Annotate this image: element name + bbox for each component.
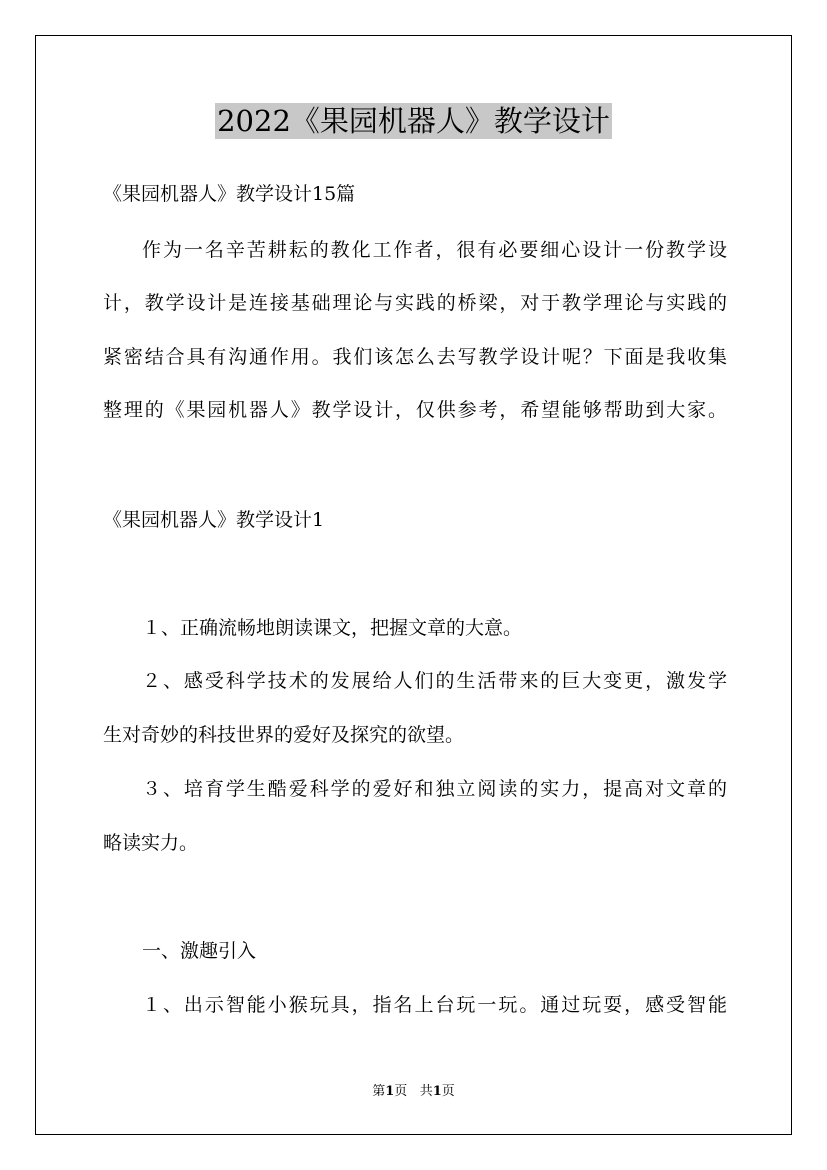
section-heading: 《果园机器人》教学设计1	[103, 509, 325, 531]
intro-line-2: 计，教学设计是连接基础理论与实践的桥梁，对于教学理论与实践的	[103, 292, 727, 314]
step-1-line-1: １、出示智能小猴玩具，指名上台玩一玩。通过玩耍，感受智能	[142, 994, 727, 1016]
document-subtitle: 《果园机器人》教学设计15篇	[103, 183, 356, 205]
page-label-suffix: 页	[394, 1084, 408, 1099]
goal-1-line-1: １、正确流畅地朗读课文，把握文章的大意。	[142, 617, 523, 639]
goal-3-line-2: 略读实力。	[103, 832, 199, 854]
title-container	[0, 103, 827, 139]
total-label-suffix: 页	[441, 1084, 455, 1099]
page-number: 1	[385, 1084, 395, 1099]
page-footer	[0, 1083, 827, 1101]
document-title: 2022《果园机器人》教学设计	[217, 104, 610, 138]
step-heading: 一、激趣引入	[142, 940, 257, 962]
goal-2-line-1: ２、感受科学技术的发展给人们的生活带来的巨大变更，激发学	[142, 670, 727, 692]
goal-2-line-2: 生对奇妙的科技世界的爱好及探究的欲望。	[103, 724, 465, 746]
goal-3-line-1: ３、培育学生酷爱科学的爱好和独立阅读的实力，提高对文章的	[142, 778, 727, 800]
total-pages: 1	[432, 1084, 442, 1099]
total-label-prefix: 共	[419, 1084, 433, 1099]
intro-line-3: 紧密结合具有沟通作用。我们该怎么去写教学设计呢？下面是我收集	[103, 346, 727, 368]
page-label-prefix: 第	[372, 1084, 386, 1099]
intro-line-4: 整理的《果园机器人》教学设计，仅供参考，希望能够帮助到大家。	[103, 399, 727, 421]
intro-line-1: 作为一名辛苦耕耘的教化工作者，很有必要细心设计一份教学设	[142, 239, 727, 261]
